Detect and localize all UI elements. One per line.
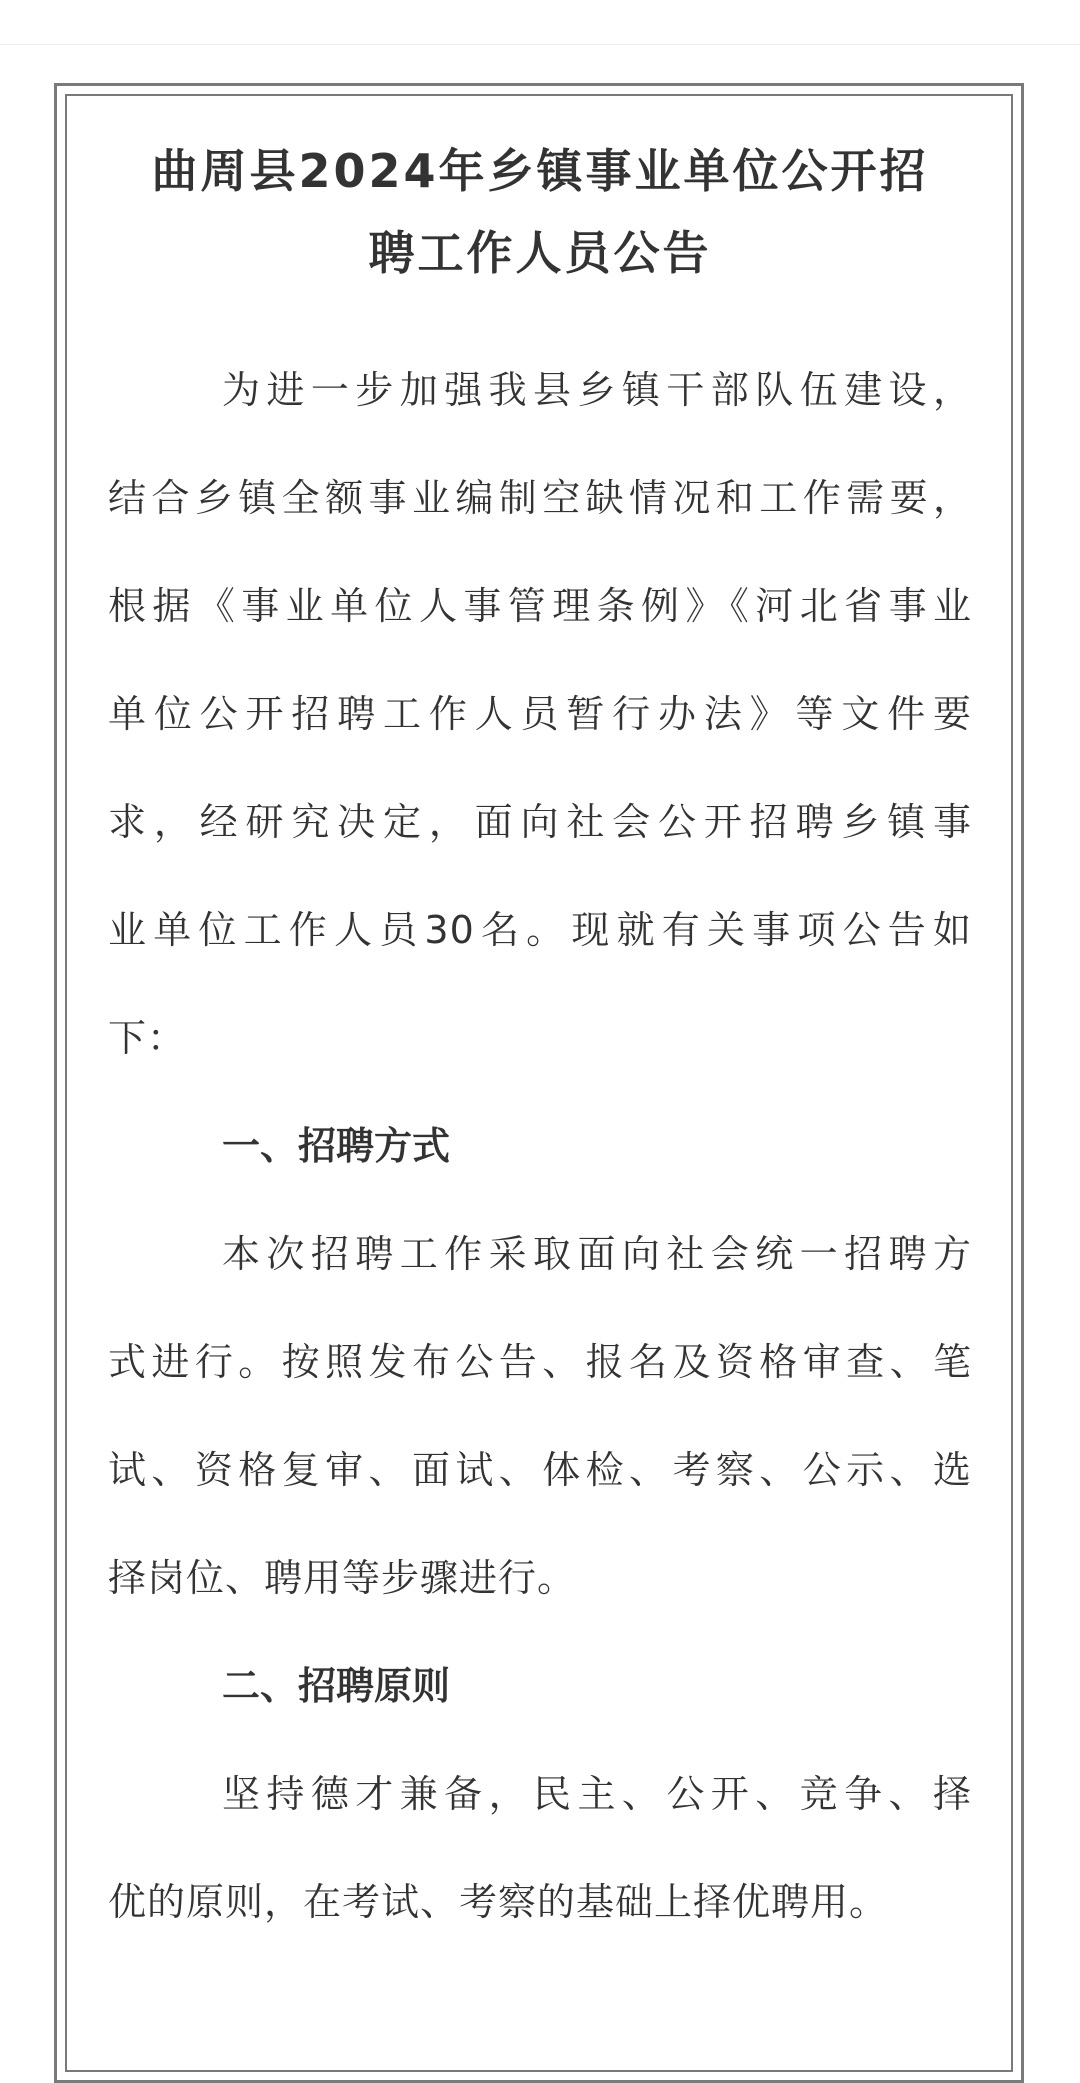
recruitment-method-paragraph (108, 1200, 972, 1632)
section-heading-recruitment-method: 一、招聘方式 (222, 1124, 451, 1168)
text-line: 坚持德才兼备，民主、公开、竞争、择 (222, 1772, 972, 1816)
notice-document (108, 130, 972, 1956)
text-line: 业单位工作人员30名。现就有关事项公告如 (108, 908, 972, 952)
title-line: 曲周县2024年乡镇事业单位公开招 (151, 144, 929, 198)
top-bar (0, 0, 1080, 45)
text-line: 单位公开招聘工作人员暂行办法》等文件要 (108, 692, 972, 736)
text-line: 本次招聘工作采取面向社会统一招聘方 (222, 1232, 972, 1276)
text-line: 为进一步加强我县乡镇干部队伍建设， (222, 368, 972, 412)
section-heading-recruitment-principle: 二、招聘原则 (222, 1664, 451, 1708)
text-line: 求，经研究决定，面向社会公开招聘乡镇事 (108, 800, 972, 844)
text-line: 择岗位、聘用等步骤进行。 (108, 1556, 577, 1600)
notice-title (108, 130, 972, 294)
text-line: 试、资格复审、面试、体检、考察、公示、选 (108, 1448, 972, 1492)
text-line: 下： (108, 1016, 187, 1060)
text-line: 优的原则，在考试、考察的基础上择优聘用。 (108, 1880, 889, 1924)
text-line: 式进行。按照发布公告、报名及资格审查、笔 (108, 1340, 972, 1384)
title-line: 聘工作人员公告 (368, 226, 712, 280)
recruitment-principle-paragraph (108, 1740, 972, 1956)
text-line: 结合乡镇全额事业编制空缺情况和工作需要， (108, 476, 972, 520)
intro-paragraph (108, 336, 972, 1092)
text-line: 根据《事业单位人事管理条例》《河北省事业 (108, 584, 972, 628)
